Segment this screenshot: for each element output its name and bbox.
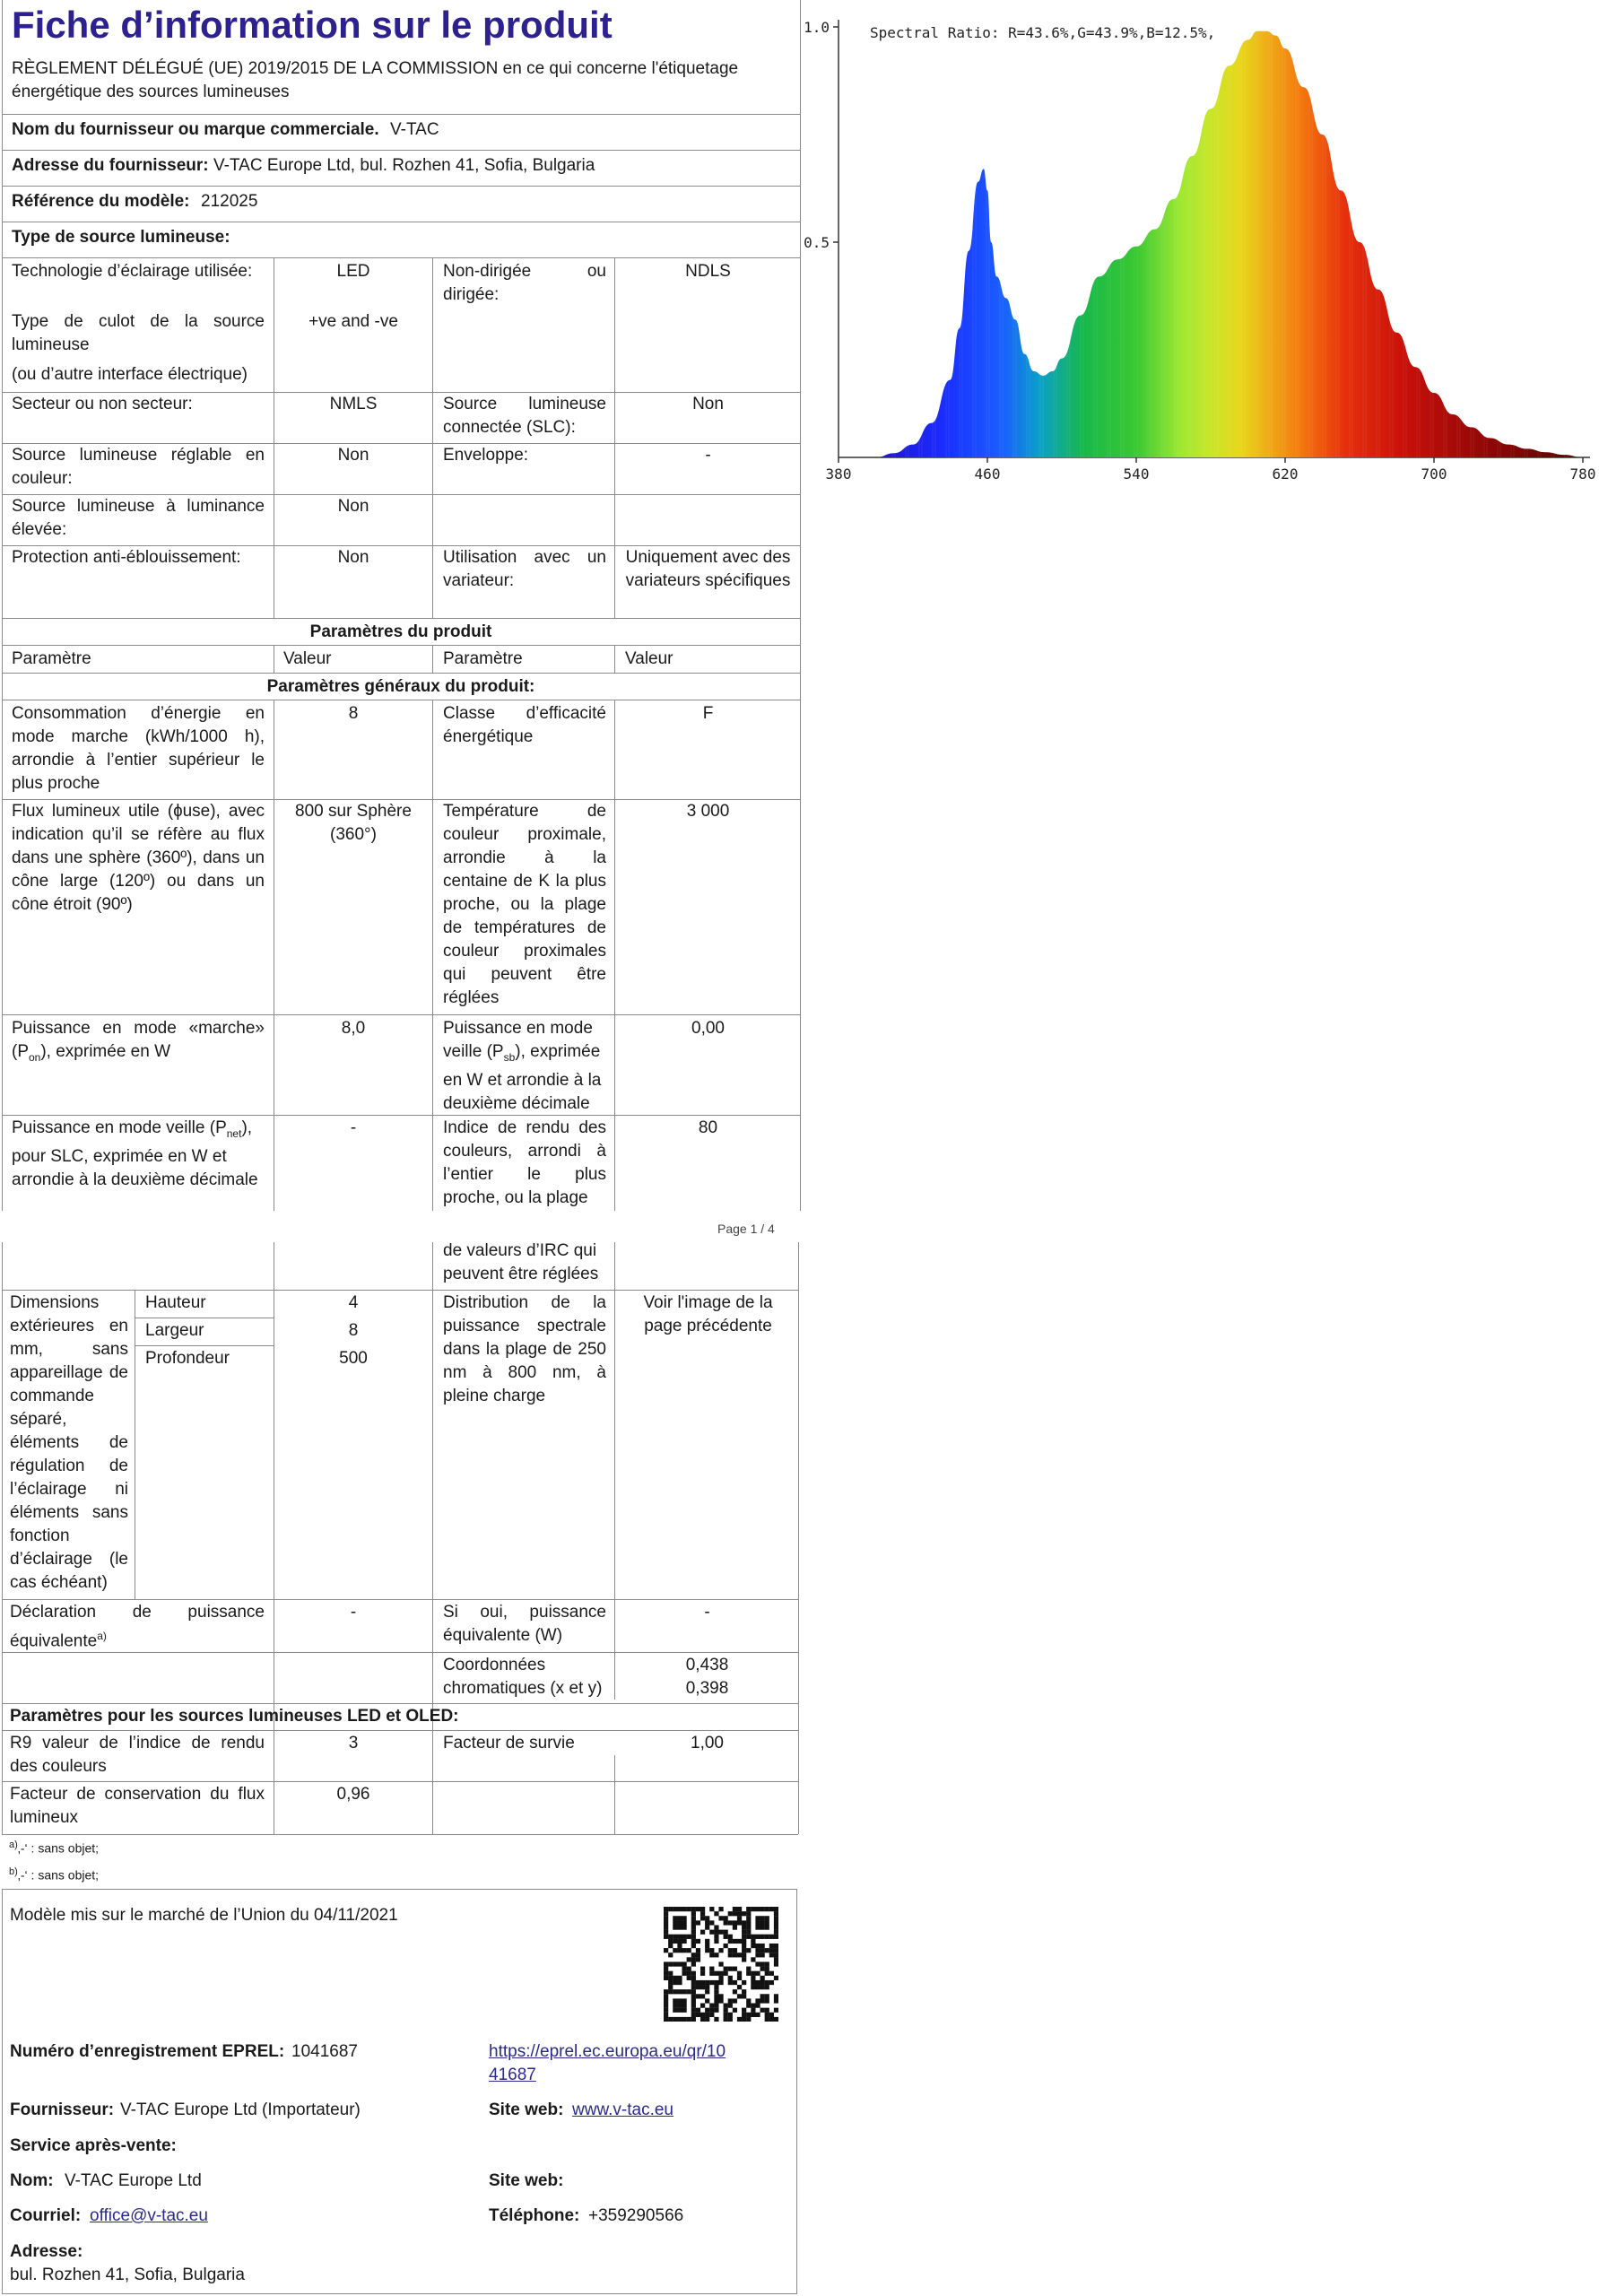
r9-value: 3: [348, 1734, 359, 1752]
x-tick-label: 380: [825, 465, 852, 483]
x-tick-label: 460: [974, 465, 1001, 483]
model-label: Référence du modèle:: [12, 192, 190, 211]
equiv-power-label: Déclaration de puissance équivalente$^{a)}$: [10, 1603, 265, 1651]
spd-value: Voir l'image de la page précédente: [643, 1293, 773, 1335]
light-source-type-label: Type de source lumineuse:: [12, 228, 230, 247]
service-name-label: Nom:: [10, 2171, 54, 2190]
led-params-title: Paramètres pour les sources lumineuses LED et OLED:: [10, 1707, 459, 1726]
chroma-x: 0,438: [685, 1656, 729, 1674]
email-label: Courriel:: [10, 2206, 82, 2225]
header-value: Valeur: [283, 649, 332, 668]
maintenance-value: 0,96: [336, 1785, 370, 1804]
equiv-power-value: -: [350, 1603, 357, 1622]
product-params-title: Paramètres du produit: [309, 622, 492, 641]
chart-title: Spectral Ratio: R=43.6%,G=43.9%,B=12.5%,: [870, 24, 1216, 41]
eprel-value: 1041687: [291, 2042, 358, 2061]
email-link[interactable]: office@v-tac.eu: [90, 2206, 208, 2225]
regulation-text: RÈGLEMENT DÉLÉGUÉ (UE) 2019/2015 DE LA COMMISSION en ce qui concerne l'étiquetage énergétique des sources lumineuses: [12, 59, 739, 101]
header-value: Valeur: [625, 649, 673, 668]
phone-value: +359290566: [588, 2206, 684, 2225]
spectral-chart: [798, 9, 1596, 484]
supplier-address-value: V-TAC Europe Ltd, bul. Rozhen 41, Sofia, Bulgaria: [213, 156, 595, 175]
page-number: Page 1 / 4: [717, 1222, 775, 1236]
equiv-w-label: Si oui, puissance équivalente (W): [443, 1603, 606, 1645]
chroma-label: Coordonnées chromatiques (x et y): [443, 1656, 603, 1698]
survival-value: 1,00: [691, 1734, 724, 1752]
r9-label: R9 valeur de l’indice de rendu des couleurs: [10, 1734, 265, 1776]
page-title: Fiche d’information sur le produit: [12, 4, 613, 46]
supplier-address-label: Adresse du fournisseur:: [12, 156, 209, 175]
spd-label: Distribution de la puissance spectrale dans la plage de 250 nm à 800 nm, à pleine charge: [443, 1293, 606, 1405]
eprel-label: Numéro d’enregistrement EPREL:: [10, 2042, 285, 2061]
x-tick-label: 700: [1421, 465, 1447, 483]
website-label: Site web:: [489, 2100, 564, 2119]
dimensions-label: Dimensions extérieures en mm, sans appareillage de commande séparé, éléments de régulation de l’éclairage ni éléments sans fonction d’éclairage (le cas échéant): [10, 1293, 128, 1592]
equiv-w-value: -: [704, 1603, 710, 1622]
footnote-a: $^{a)}$‚-‘ : sans objet;: [9, 1839, 100, 1856]
x-tick-label: 620: [1272, 465, 1299, 483]
header-param: Paramètre: [443, 649, 523, 668]
service-label: Service après-vente:: [10, 2136, 177, 2155]
y-tick-label: 0.5: [804, 234, 830, 251]
model-value: 212025: [201, 192, 258, 211]
phone-label: Téléphone:: [489, 2206, 580, 2225]
x-tick-label: 540: [1123, 465, 1150, 483]
qr-code-icon: [664, 1907, 778, 2022]
website-link[interactable]: www.v-tac.eu: [572, 2100, 673, 2119]
footnote-b: $^{b)}$‚-‘ : sans objet;: [9, 1866, 100, 1883]
supplier-value: V-TAC Europe Ltd (Importateur): [120, 2100, 361, 2119]
address-value: bul. Rozhen 41, Sofia, Bulgaria: [10, 2266, 245, 2284]
x-tick-label: 780: [1569, 465, 1596, 483]
supplier-label: Fournisseur:: [10, 2100, 115, 2119]
service-name-value: V-TAC Europe Ltd: [65, 2171, 202, 2190]
market-date: Modèle mis sur le marché de l’Union du 04/11/2021: [10, 1906, 398, 1925]
cri-continued: de valeurs d’IRC qui peuvent être réglées: [443, 1241, 599, 1283]
header-param: Paramètre: [12, 649, 91, 668]
maintenance-label: Facteur de conservation du flux lumineux: [10, 1785, 265, 1827]
y-tick-label: 1.0: [804, 19, 830, 36]
eprel-link[interactable]: https://eprel.ec.europa.eu/qr/10 41687: [489, 2042, 726, 2084]
general-params-title: Paramètres généraux du produit:: [266, 677, 535, 696]
address-label: Adresse:: [10, 2242, 83, 2261]
supplier-name-value: V-TAC: [390, 120, 439, 139]
service-website-label: Site web:: [489, 2171, 564, 2190]
chroma-y: 0,398: [685, 1679, 729, 1698]
supplier-name-label: Nom du fournisseur ou marque commerciale.: [12, 120, 379, 139]
survival-label: Facteur de survie: [443, 1734, 575, 1752]
